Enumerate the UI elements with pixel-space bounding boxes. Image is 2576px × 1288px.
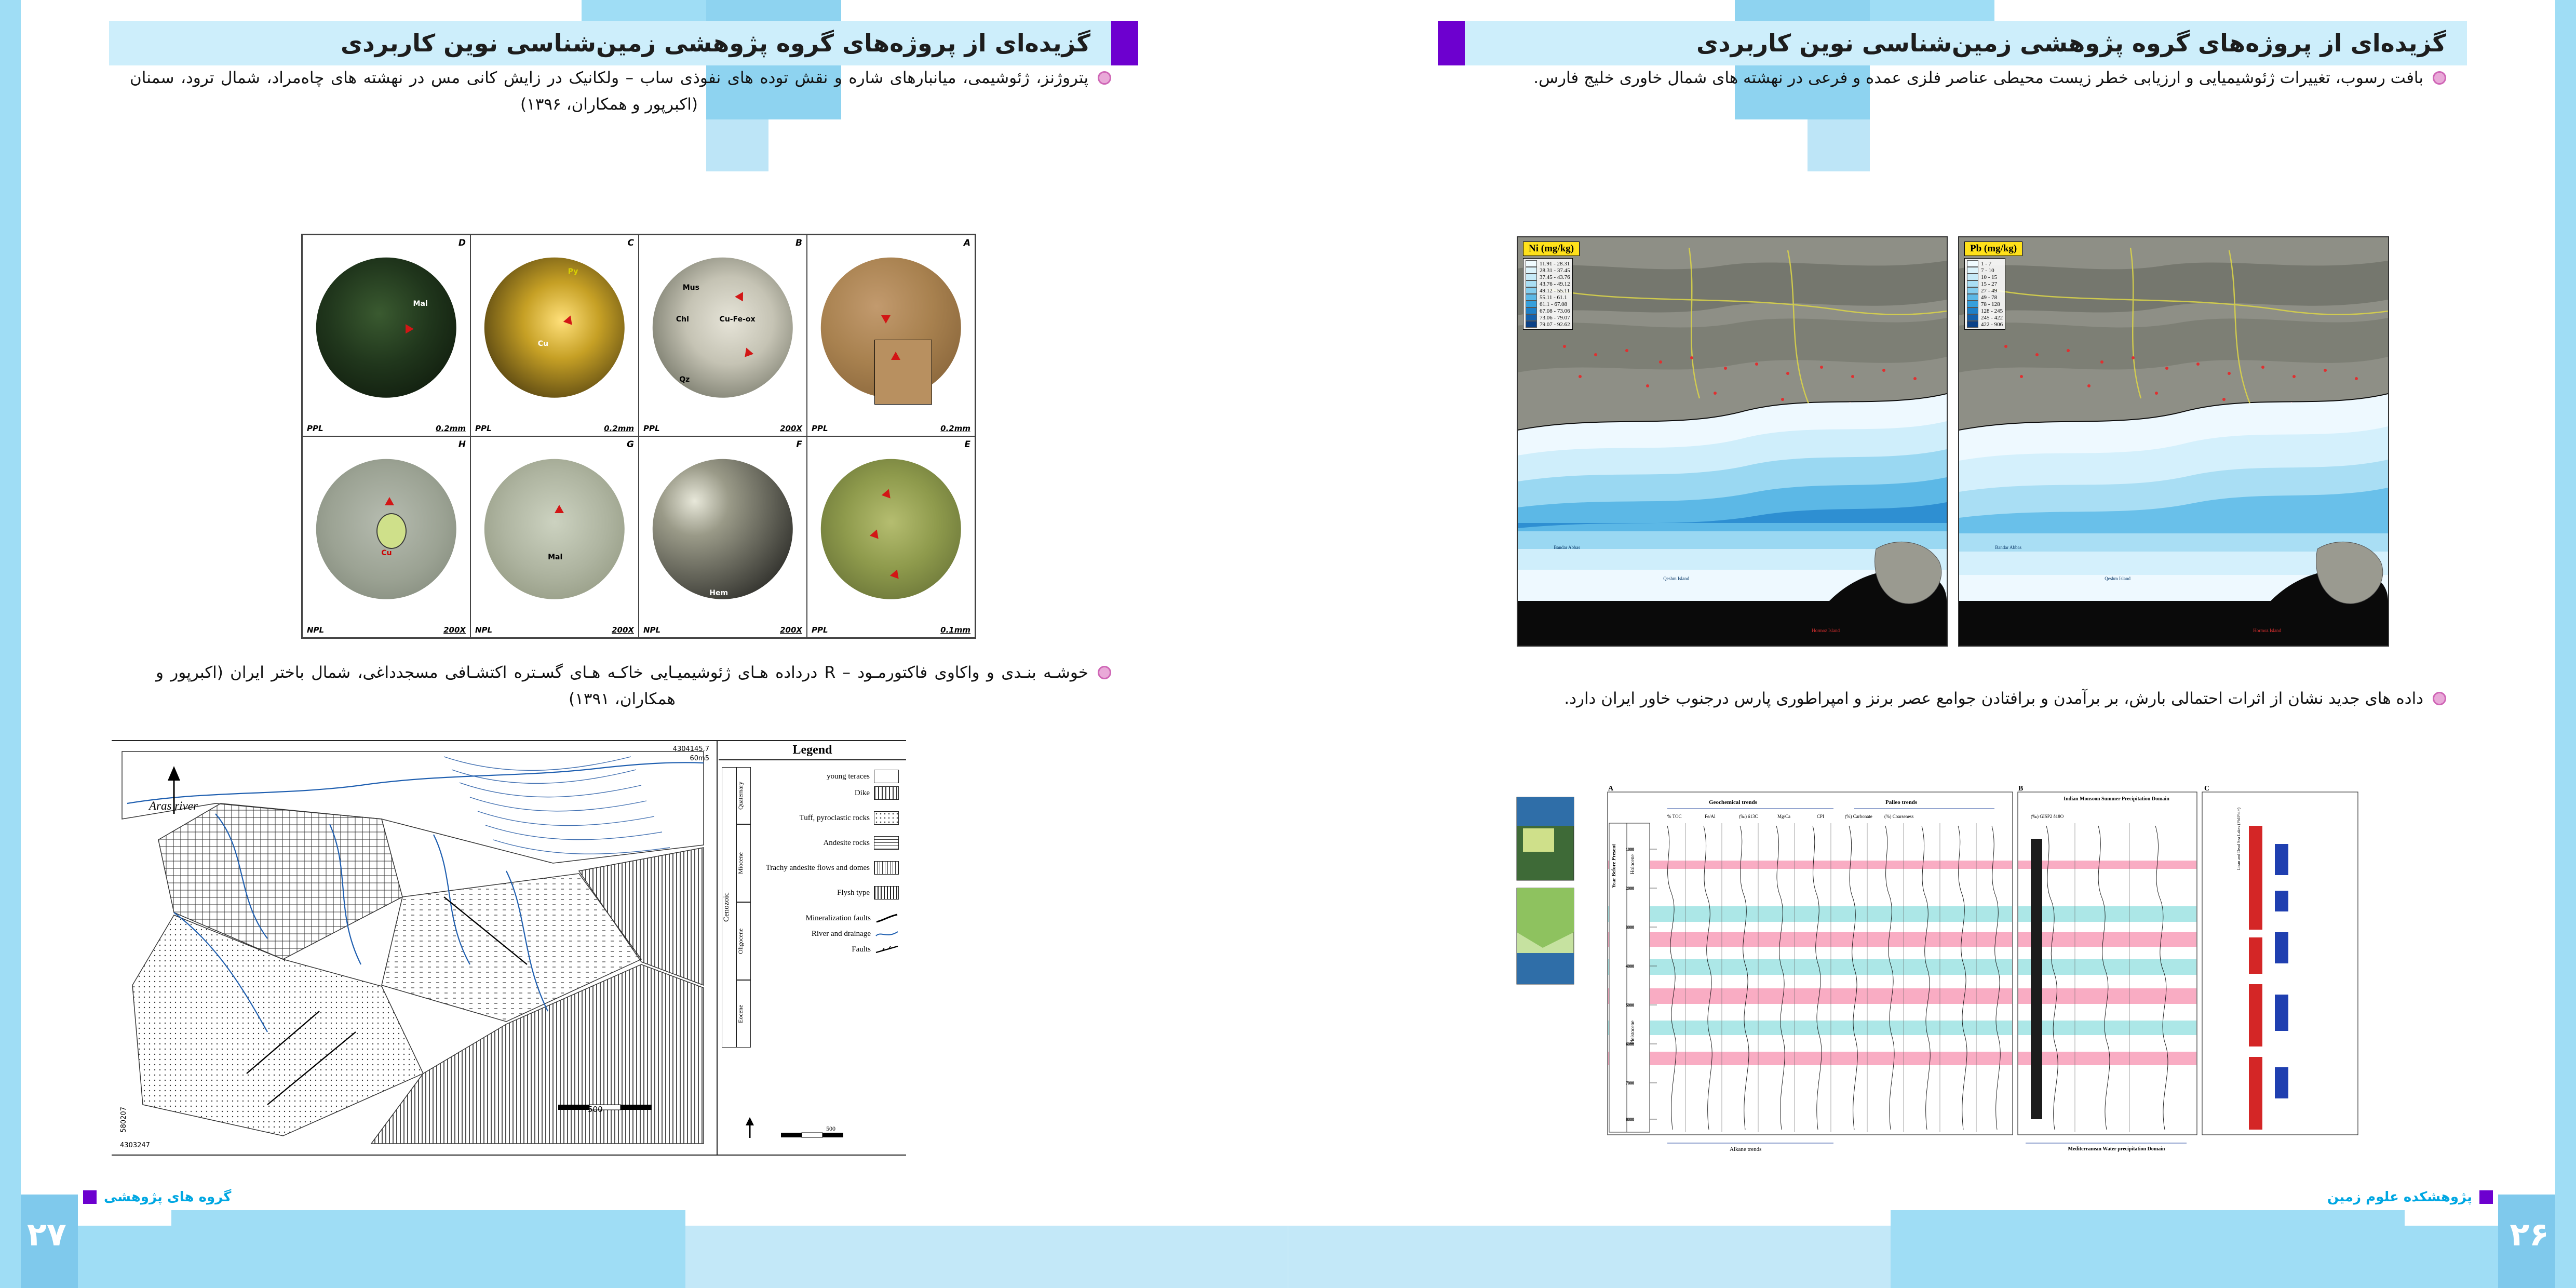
legend-row xyxy=(1526,260,1570,267)
footer-accent-square xyxy=(83,1190,97,1204)
micrograph-label: D xyxy=(458,238,466,248)
legend-period-eocene: Eocene xyxy=(736,980,751,1048)
legend-row xyxy=(1526,314,1570,321)
legend-row xyxy=(1526,294,1570,301)
footer-block-c xyxy=(171,1210,685,1288)
legend-swatch-icon xyxy=(1967,294,1978,301)
legend-swatch-icon xyxy=(1526,274,1537,280)
period-label-holocene: Holocene xyxy=(1630,854,1636,875)
legend-range: 7 - 10 xyxy=(1981,267,1994,274)
legend-row xyxy=(1526,287,1570,294)
legend-row xyxy=(1526,280,1570,287)
legend-row xyxy=(1967,321,2003,328)
inset-photo xyxy=(874,340,932,405)
map-scale-label: 500 xyxy=(588,1105,603,1114)
legend-item-trachy-andesite xyxy=(755,851,903,884)
footer-label-left: گروه های پژوهشی xyxy=(104,1189,232,1205)
bottom-label-alkane: Alkane trends xyxy=(1730,1146,1762,1152)
mineral-tag-cu: Cu xyxy=(537,339,549,348)
header-accent-square xyxy=(1438,21,1465,65)
right-edge-band xyxy=(2555,0,2576,1288)
river-line-icon xyxy=(875,928,899,940)
legend-range: 61.1 - 67.08 xyxy=(1540,301,1568,307)
micrograph-disc xyxy=(653,257,793,397)
legend-period-oligocene: Oligocene xyxy=(736,902,751,980)
svg-text:Hormoz Island: Hormoz Island xyxy=(1812,628,1840,633)
svg-text:2000: 2000 xyxy=(1626,886,1634,891)
legend-label: Andesite rocks xyxy=(823,838,870,847)
svg-text:Qeshm Island: Qeshm Island xyxy=(2105,576,2130,581)
arrow-icon xyxy=(891,352,900,360)
legend-title: Legend xyxy=(719,741,906,760)
micrograph-cell-e xyxy=(807,436,975,638)
legend-swatch-icon xyxy=(1526,301,1537,307)
micrograph-foot-right: 0.2mm xyxy=(436,424,466,433)
legend-label: Dike xyxy=(854,788,870,797)
legend-swatch-icon xyxy=(1967,260,1978,267)
panel-label-c: C xyxy=(2204,785,2210,793)
footer-label-right: پژوهشکده علوم زمین xyxy=(2327,1189,2472,1205)
footer-block-b xyxy=(2405,1226,2498,1288)
legend-range: 73.06 - 79.07 xyxy=(1540,314,1570,321)
legend-swatch-icon xyxy=(1526,321,1537,328)
ni-map-legend xyxy=(1523,258,1573,330)
legend-range: 37.45 - 43.76 xyxy=(1540,274,1570,280)
legend-range: 245 - 422 xyxy=(1981,314,2003,321)
legend-swatch-icon xyxy=(1526,314,1537,321)
map-legend xyxy=(719,741,906,1155)
micrograph-cell-f xyxy=(639,436,807,638)
svg-text:1000: 1000 xyxy=(1626,847,1634,852)
legend-label: Mineralization faults xyxy=(805,914,871,922)
legend-row xyxy=(1526,301,1570,307)
figure-photomicrographs xyxy=(301,234,976,639)
grain-highlight xyxy=(376,513,407,549)
svg-text:7000: 7000 xyxy=(1626,1081,1634,1085)
axis-label-year-bp: Year Before Present xyxy=(1611,844,1617,888)
column-header-toc: TOC % xyxy=(1667,814,1682,819)
pb-map-legend xyxy=(1964,258,2005,330)
legend-range: 43.76 - 49.12 xyxy=(1540,280,1570,287)
legend-label: Trachy andesite flows and domes xyxy=(765,863,870,872)
svg-text:8000: 8000 xyxy=(1626,1117,1634,1122)
geochem-map-pb xyxy=(1958,236,2389,647)
legend-swatch-icon xyxy=(1526,260,1537,267)
legend-swatch-icon xyxy=(1967,274,1978,280)
legend-range: 27 - 49 xyxy=(1981,287,1998,294)
micrograph-foot-right: 0.1mm xyxy=(940,625,970,635)
legend-swatch-icon xyxy=(1526,287,1537,294)
micrograph-foot-left: PPL xyxy=(643,424,660,433)
micrograph-label: C xyxy=(627,238,634,248)
legend-range: 1 - 7 xyxy=(1981,260,1992,267)
group-header-mediterranean: Mediterranean Water precipitation Domain xyxy=(2068,1146,2165,1152)
legend-item-flysh xyxy=(755,884,903,901)
micrograph-label: E xyxy=(964,439,970,450)
legend-row xyxy=(1967,287,2003,294)
figure-stratigraphic-chart xyxy=(1512,776,2373,1161)
legend-range: 15 - 27 xyxy=(1981,280,1998,287)
svg-text:3000: 3000 xyxy=(1626,925,1634,930)
group-header-palleo: Palleo trends xyxy=(1885,799,1918,806)
micrograph-foot-left: NPL xyxy=(643,625,661,635)
svg-text:Bandar Abbas: Bandar Abbas xyxy=(1554,545,1580,550)
bullet-item-2 xyxy=(1465,686,2446,712)
column-header-cpi: CPI xyxy=(1817,814,1825,819)
micrograph-disc xyxy=(821,459,961,599)
micrograph-label: H xyxy=(458,439,466,450)
micrograph-foot-left: PPL xyxy=(812,424,828,433)
micrograph-cell-b xyxy=(639,235,807,436)
group-header-monsoon: Indian Monsoon Summer Precipitation Domain xyxy=(2064,796,2169,802)
svg-text:Qeshm Island: Qeshm Island xyxy=(1663,576,1689,581)
header-bar-left xyxy=(109,21,1111,65)
legend-range: 49.12 - 55.11 xyxy=(1540,287,1570,294)
micrograph-label: G xyxy=(627,439,634,450)
micrograph-foot-left: PPL xyxy=(812,625,828,635)
bullet-dot-icon xyxy=(1098,71,1111,85)
legend-row xyxy=(1967,307,2003,314)
figure-geological-map xyxy=(112,740,906,1156)
legend-swatch-icon xyxy=(1526,280,1537,287)
legend-label: Tuff, pyroclastic rocks xyxy=(799,813,870,822)
bullet-item-1 xyxy=(130,65,1111,118)
svg-text:4000: 4000 xyxy=(1626,964,1634,969)
geomap-canvas xyxy=(113,741,718,1155)
micrograph-cell-a xyxy=(807,235,975,436)
legend-range: 422 - 906 xyxy=(1981,321,2003,328)
arrow-icon xyxy=(555,505,564,513)
legend-item-river-drainage xyxy=(755,926,903,942)
legend-swatch-icon xyxy=(1526,307,1537,314)
header-bar-right xyxy=(1465,21,2467,65)
mineral-tag-mal: Mal xyxy=(548,553,563,561)
mineral-tag-py: Py xyxy=(568,267,578,276)
column-header-d13c: δ13C (‰) xyxy=(1739,814,1758,819)
pb-map-title: Pb (mg/kg) xyxy=(1964,242,2022,256)
column-header-mgca: Mg/Ca xyxy=(1777,814,1791,819)
micrograph-label: A xyxy=(963,238,970,248)
micrograph-disc xyxy=(316,257,456,397)
pb-map-vector xyxy=(1959,237,2388,646)
svg-text:6000: 6000 xyxy=(1626,1042,1634,1046)
bullet-dot-icon xyxy=(1098,666,1111,679)
micrograph-foot-left: PPL xyxy=(475,424,492,433)
micrograph-cell-c xyxy=(470,235,639,436)
legend-range: 49 - 78 xyxy=(1981,294,1998,301)
micrograph-disc xyxy=(484,459,625,599)
legend-swatch-icon xyxy=(1526,294,1537,301)
legend-range: 55.11 - 61.1 xyxy=(1540,294,1567,301)
legend-item-andesite xyxy=(755,835,903,851)
faults-line-icon xyxy=(875,943,899,956)
legend-swatch-icon xyxy=(874,811,899,825)
legend-swatch-icon xyxy=(874,886,899,900)
bullet-text-1: بافت رسوب، تغییرات ژئوشیمیایی و ارزیابی خطر زیست محیطی عناصر فلزی عمده و فرعی در نهشته های شمال خاوری خلیج فارس. xyxy=(1533,69,2423,87)
legend-swatch-icon xyxy=(1967,314,1978,321)
top-block-c xyxy=(706,119,768,171)
footer-block-c xyxy=(1891,1210,2405,1288)
legend-row xyxy=(1526,274,1570,280)
legend-period-quaternary: Quaternary xyxy=(736,767,751,824)
page-number-left: ۲۷ xyxy=(27,1215,66,1253)
legend-label: River and drainage xyxy=(811,929,871,938)
legend-scalebar xyxy=(734,1117,900,1148)
strat-vector xyxy=(1512,776,2373,1161)
panel-label-b: B xyxy=(2018,785,2024,793)
legend-row xyxy=(1526,267,1570,274)
legend-range: 79.07 - 92.62 xyxy=(1540,321,1570,328)
legend-range: 11.91 - 28.31 xyxy=(1540,260,1570,267)
micrograph-foot-right: 0.2mm xyxy=(604,424,634,433)
left-edge-band xyxy=(0,0,21,1288)
group-header-geochemical: Geochemical trends xyxy=(1709,799,1757,806)
footer-block-b xyxy=(78,1226,171,1288)
legend-swatch-icon xyxy=(1967,280,1978,287)
legend-row xyxy=(1526,321,1570,328)
ni-map-title: Ni (mg/kg) xyxy=(1523,242,1580,256)
page-title: گزیده‌ای از پروژه‌های گروه پژوهشی زمین‌شناسی نوین کاربردی xyxy=(340,29,1090,57)
legend-row xyxy=(1967,314,2003,321)
legend-row xyxy=(1967,280,2003,287)
legend-period-miocene: Miocene xyxy=(736,824,751,902)
mineral-tag-cufeox: Cu-Fe-ox xyxy=(719,315,756,324)
micrograph-foot-right: 200X xyxy=(780,625,802,635)
legend-item-tuff xyxy=(755,801,903,835)
legend-swatch-icon xyxy=(1967,267,1978,274)
panel-label-a: A xyxy=(1608,785,1614,793)
legend-item-dike xyxy=(755,785,903,801)
geomap-vector xyxy=(112,741,717,1155)
legend-range: 128 - 245 xyxy=(1981,307,2003,314)
mineral-tag-hem: Hem xyxy=(709,589,729,598)
micrograph-foot-left: PPL xyxy=(307,424,323,433)
bullet-item-1 xyxy=(1465,65,2446,91)
legend-range: 67.08 - 73.06 xyxy=(1540,307,1570,314)
micrograph-foot-left: NPL xyxy=(307,625,325,635)
legend-swatch-icon xyxy=(1967,307,1978,314)
bullet-dot-icon xyxy=(2433,692,2446,705)
micrograph-foot-right: 200X xyxy=(612,625,634,635)
legend-swatch-icon xyxy=(874,836,899,850)
geochem-map-ni xyxy=(1517,236,1948,647)
bullet-dot-icon xyxy=(2433,71,2446,85)
legend-swatch-icon xyxy=(874,770,899,783)
legend-row xyxy=(1967,301,2003,307)
mineral-tag-cu: Cu xyxy=(381,549,392,558)
mineral-tag-mus: Mus xyxy=(682,283,699,292)
mineral-tag-mal: Mal xyxy=(413,299,428,308)
micrograph-cell-g xyxy=(470,436,639,638)
micrograph-cell-d xyxy=(302,235,470,436)
legend-range: 28.31 - 37.45 xyxy=(1540,267,1570,274)
micrograph-cell-h xyxy=(302,436,470,638)
mineral-tag-qz: Qz xyxy=(679,375,690,384)
legend-row xyxy=(1967,260,2003,267)
legend-range: 10 - 15 xyxy=(1981,274,1998,280)
column-header-feal: Fe/Al xyxy=(1705,814,1716,819)
footer-block-d xyxy=(1288,1226,1891,1288)
legend-label: Flysh type xyxy=(837,888,870,897)
page-title: گزیده‌ای از پروژه‌های گروه پژوهشی زمین‌شناسی نوین کاربردی xyxy=(1696,29,2446,57)
footer-block-d xyxy=(685,1226,1288,1288)
svg-text:Hormoz Island: Hormoz Island xyxy=(2253,628,2281,633)
legend-item-mineralization-faults xyxy=(755,910,903,926)
micrograph-label: B xyxy=(795,238,802,248)
column-header-lisan: Lisan and Dead Sea Lakes (Pbl/Pbl+) xyxy=(2236,808,2241,870)
page-number-right: ۲۶ xyxy=(2510,1215,2549,1253)
map-coord-left-vertical: 580207 xyxy=(120,1107,128,1133)
legend-swatch-icon xyxy=(1526,267,1537,274)
footer-accent-square xyxy=(2479,1190,2493,1204)
legend-swatch-icon xyxy=(874,861,899,875)
column-header-coarseness: Coarseness (%) xyxy=(1884,814,1914,819)
bullet-text-1: پتروژنز، ژئوشیمی، میانبارهای شاره و نقش توده های نفوذی ساب – ولکانیک در زایش کانی مس در نهشته های چاه‌مراد، شمال ترود، سمنان (اکبرپور و همکاران، ۱۳۹۶) xyxy=(130,69,1088,114)
legend-row xyxy=(1967,267,2003,274)
map-river-label: Aras river xyxy=(149,799,198,812)
legend-swatch-icon xyxy=(1967,287,1978,294)
micrograph-foot-right: 0.2mm xyxy=(940,424,970,433)
svg-text:Bandar Abbas: Bandar Abbas xyxy=(1995,545,2021,550)
map-coord-top-right: 4304145.7 xyxy=(672,745,709,753)
bullet-text-2: خوشـه بنـدی و واکاوی فاکتورمـود – R درداده هـای ژئوشیمیـایی خاکـه هـای گسـتره اکتشـافی مسجدداغی، شمال باختر ایران (اکبرپور و همکاران، ۱۳۹۱) xyxy=(156,663,1088,709)
svg-text:5000: 5000 xyxy=(1626,1003,1634,1008)
legend-label: young teraces xyxy=(827,772,870,781)
micrograph-disc xyxy=(484,257,625,397)
page-right xyxy=(1288,0,2576,1288)
legend-row xyxy=(1526,307,1570,314)
legend-row xyxy=(1967,274,2003,280)
arrow-icon xyxy=(385,497,394,505)
column-header-gisp2: GISP2 δ18O (‰) xyxy=(2031,814,2064,819)
legend-row xyxy=(1967,294,2003,301)
period-label-pleistocene: Pleistocene xyxy=(1630,1021,1636,1044)
legend-swatch-icon xyxy=(874,786,899,800)
top-block-c xyxy=(1808,119,1870,171)
legend-item-young-teraces xyxy=(755,768,903,785)
micrograph-foot-right: 200X xyxy=(443,625,466,635)
map-coord-top-right-sub: 60m5 xyxy=(690,755,709,762)
bullet-item-2 xyxy=(156,660,1111,713)
legend-label: Faults xyxy=(852,945,871,954)
legend-swatch-icon xyxy=(1967,321,1978,328)
legend-swatch-icon xyxy=(1967,301,1978,307)
column-header-carbonate: Carbonate (%) xyxy=(1845,814,1872,819)
legend-item-faults xyxy=(755,942,903,957)
micrograph-disc xyxy=(653,459,793,599)
bullet-text-2: داده های جدید نشان از اثرات احتمالی بارش، بر برآمدن و برافتادن جوامع عصر برنز و امپراطوری پارس درجنوب خاور ایران دارد. xyxy=(1564,689,2423,708)
ni-map-vector xyxy=(1518,237,1947,646)
micrograph-label: F xyxy=(796,439,802,450)
arrow-icon xyxy=(881,315,891,324)
legend-range: 78 - 128 xyxy=(1981,301,2000,307)
fault-line-icon xyxy=(875,912,899,924)
header-accent-square xyxy=(1111,21,1138,65)
legend-era-cenozoic: Cenozoic xyxy=(722,767,736,1048)
map-coord-bottom-left: 4303247 xyxy=(120,1142,150,1149)
micrograph-grid xyxy=(301,234,976,639)
micrograph-foot-right: 200X xyxy=(780,424,802,433)
mineral-tag-chl: Chl xyxy=(676,315,689,324)
svg-text:500: 500 xyxy=(826,1125,835,1132)
micrograph-foot-left: NPL xyxy=(475,625,493,635)
